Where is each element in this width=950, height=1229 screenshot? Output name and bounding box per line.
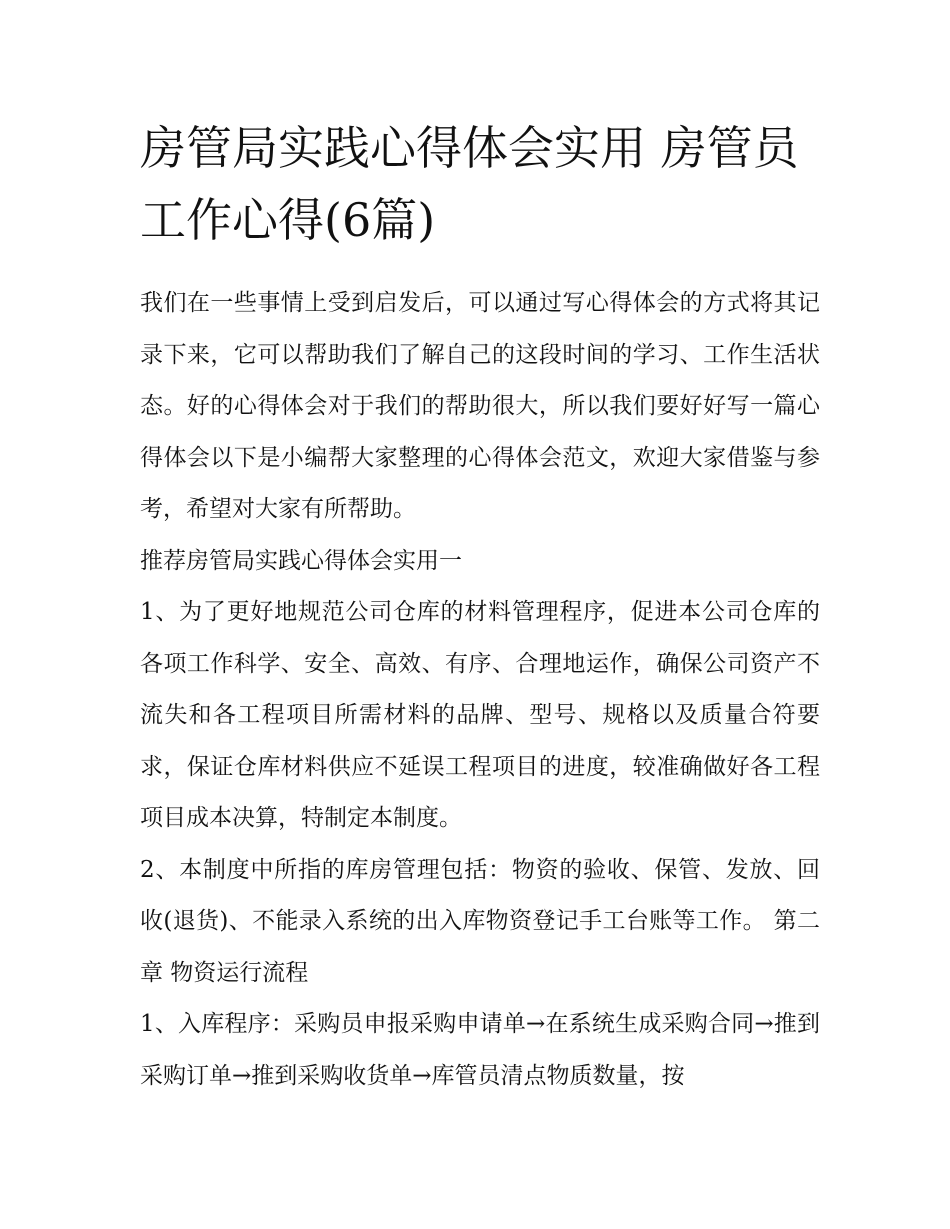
inbound-procedure-paragraph: 1、入库程序：采购员申报采购申请单→在系统生成采购合同→推到采购订单→推到采购收货单→库管员清点物质数量，按 <box>140 1011 820 1089</box>
intro-paragraph: 我们在一些事情上受到启发后，可以通过写心得体会的方式将其记录下来，它可以帮助我们了解自己的这段时间的学习、工作生活状态。好的心得体会对于我们的帮助很大，所以我们要好好写一篇心得体会以下是小编帮大家整理的心得体会范文，欢迎大家借鉴与参考，希望对大家有所帮助。 <box>140 290 820 522</box>
clause-1-paragraph: 1、为了更好地规范公司仓库的材料管理程序，促进本公司仓库的各项工作科学、安全、高效、有序、合理地运作，确保公司资产不流失和各工程项目所需材料的品牌、型号、规格以及质量合符要求，保证仓库材料供应不延误工程项目的进度，较准确做好各工程项目成本决算，特制定本制度。 <box>140 599 820 831</box>
document-title: 房管局实践心得体会实用 房管员工作心得(6篇) <box>140 121 799 247</box>
clause-2-paragraph: 2、本制度中所指的库房管理包括：物资的验收、保管、发放、回收(退货)、不能录入系统的出入库物资登记手工台账等工作。 第二章 物资运行流程 <box>140 856 820 986</box>
section-heading: 推荐房管局实践心得体会实用一 <box>140 547 462 574</box>
document-body <box>140 278 820 1102</box>
